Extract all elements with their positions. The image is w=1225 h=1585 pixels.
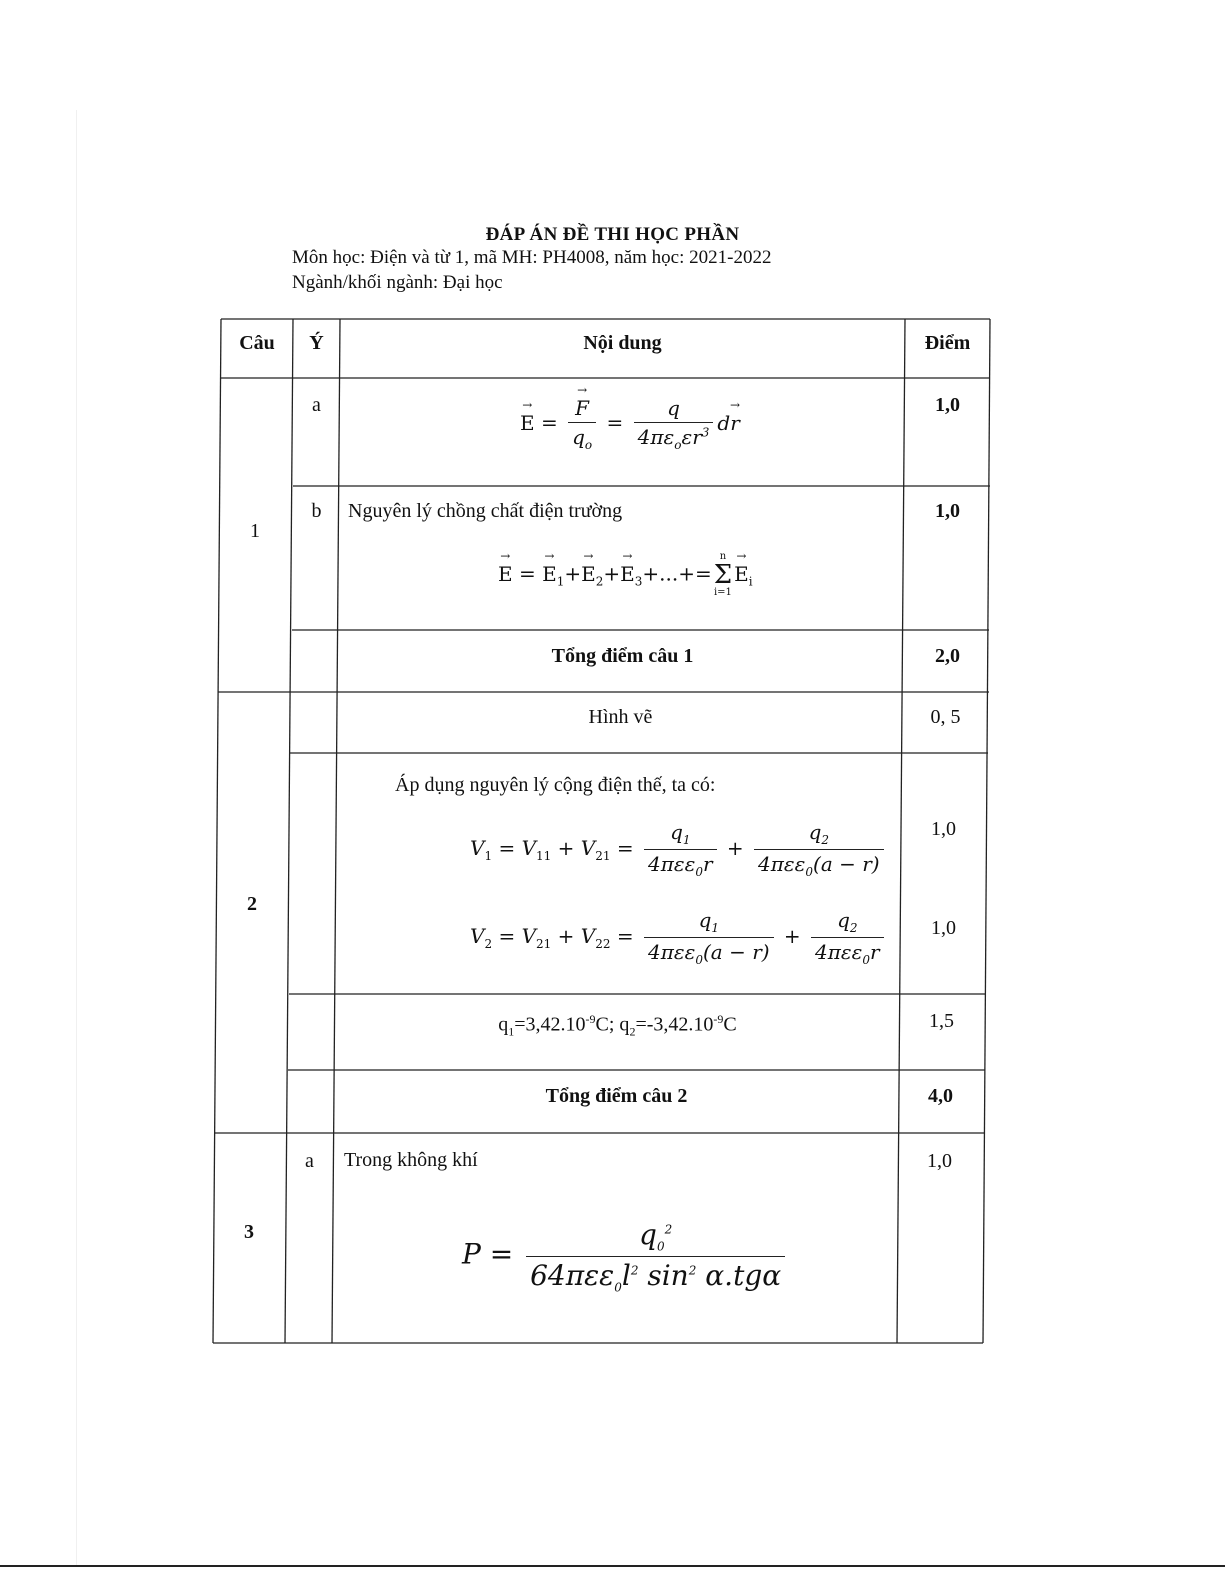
document-subject: Môn học: Điện và từ 1, mã MH: PH4008, năm học: 2021-2022 [292,247,772,268]
q2-figure-text: Hình vẽ [588,706,653,728]
document-title: ĐÁP ÁN ĐỀ THI HỌC PHẦN [485,224,740,245]
q2-formula-v1: $V_1 = V_{11} + V_{21}$ = $\frac{q_1}{4\pi\varepsilon\varepsilon_0r}$ + $\frac{q_2}{4\pi\varepsilon\varepsilon_0(a - r)}$ [470,820,888,879]
q2-superposition-text: Áp dụng nguyên lý cộng điện thế, ta có: [395,774,716,796]
question-2-number: 2 [247,893,257,915]
q1b-score: 1,0 [935,500,960,522]
q2-formula-v2: $V_2 = V_{21} + V_{22}$ = $\frac{q_1}{4\pi\varepsilon\varepsilon_0(a - r)}$ + $\frac{q_2}{4\pi\varepsilon\varepsilon_0r}$ [470,908,888,967]
header-diem: Điểm [924,332,971,354]
q2-figure-score: 0, 5 [930,706,961,728]
q2-total-score: 4,0 [928,1085,953,1107]
q2-v2-score: 1,0 [931,917,956,939]
q2-charges-result: $q_1=3,42.10^{-9}C$; $q_2=-3,42.10^{-9}C$ [498,1012,737,1039]
scan-margin-shadow [76,110,77,1565]
q3a-label: a [305,1150,314,1172]
q2-v1-score: 1,0 [931,818,956,840]
q1-total-label: Tổng điểm câu 1 [551,645,694,667]
q1b-formula-superposition: → E = → $E_1+\to E_2+\to E_3+...+=$ n Σ i=1 → $E_i$ [498,552,753,598]
q2-charges-score: 1,5 [929,1010,954,1032]
q3a-score: 1,0 [927,1150,952,1172]
q1a-score: 1,0 [935,394,960,416]
q3a-text: Trong không khí [344,1149,478,1171]
q1a-formula-electric-field: → E = → $\frac{F}{q_o}$ = $\frac{q}{4\pi\varepsilon_o\varepsilon r^3}$ d→ r [520,396,740,452]
question-3-number: 3 [244,1221,254,1243]
header-cau: Câu [239,332,275,354]
q1b-principle-text: Nguyên lý chồng chất điện trường [348,500,623,522]
scan-bottom-edge [0,1565,1225,1567]
q3a-formula-tension: P = $\frac{q_0^2}{64\pi\varepsilon\varepsilon_0l^2 \sin^2 \alpha.tg\alpha}$ [462,1218,789,1294]
q1-total-score: 2,0 [935,645,960,667]
header-y: Ý [309,332,324,354]
q2-total-label: Tổng điểm câu 2 [545,1085,688,1107]
header-noi-dung: Nội dung [583,332,662,354]
q1a-label: a [312,394,321,416]
question-1-number: 1 [250,520,260,542]
q1b-label: b [311,500,322,522]
document-field: Ngành/khối ngành: Đại học [292,272,503,293]
